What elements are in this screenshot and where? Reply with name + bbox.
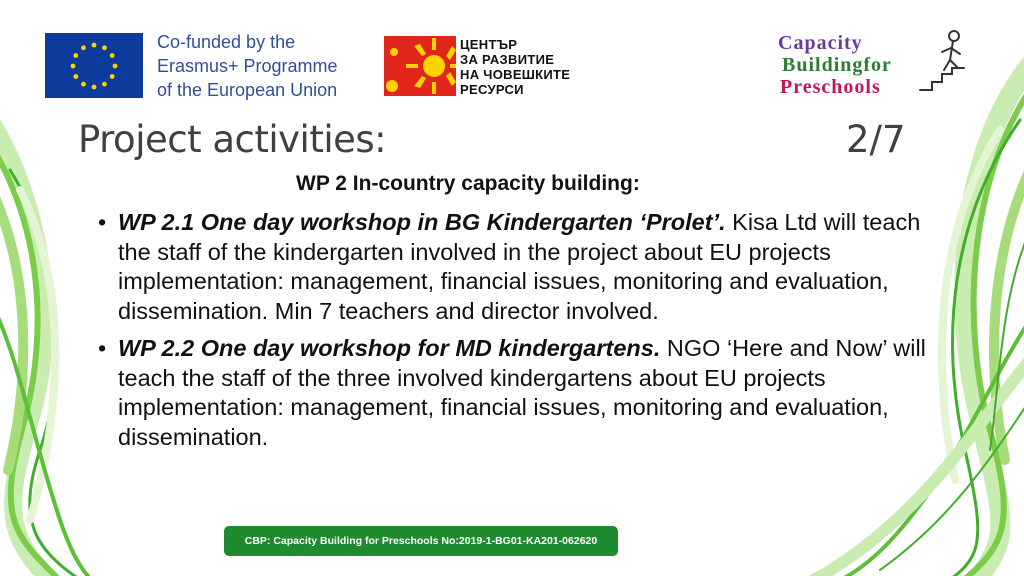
partner-logo-text [460,37,570,97]
page-title: Project activities: [78,118,387,161]
activity-title: WP 2.2 One day workshop for MD kindergartens. [118,335,661,361]
activity-description: NGO ‘Here and Now’ will teach the staff of the three involved kindergartens about EU projects implementation: management, financial issues, monitoring and evaluation, dissemination. [118,335,926,450]
project-logo [778,28,968,98]
partner-text-line: НА ЧОВЕШКИТЕ [460,67,571,82]
eu-cofunded-text [157,30,338,102]
partner-text-line: РЕСУРСИ [460,82,524,97]
list-item [96,334,926,452]
list-item [96,208,926,326]
sun-icon [384,36,456,96]
activity-description: Kisa Ltd will teach the staff of the kindergarten involved in the project about EU projects implementation: management, financial issues, monitoring and evaluation, dissemination. Min 7 teachers and director involved. [118,209,921,324]
project-logo-line: Buildingfor [782,54,892,76]
eu-text-line: Erasmus+ Programme [157,56,338,76]
bullet-icon: • [98,209,107,235]
project-logo-line: Capacity [778,32,863,54]
page-indicator: 2/7 [846,118,906,161]
bullet-icon: • [98,335,107,361]
project-logo-line: Preschools [780,76,881,98]
eu-text-line: of the European Union [157,80,338,100]
stick-figure-stairs-icon [918,28,968,94]
partner-text-line: ЗА РАЗВИТИЕ [460,52,555,67]
footer-project-number: CBP: Capacity Building for Preschools No:2019-1-BG01-KA201-062620 [224,526,618,556]
eu-flag-icon [45,33,143,98]
activity-list [96,208,926,460]
partner-text-line: ЦЕНТЪР [460,37,518,52]
eu-text-line: Co-funded by the [157,32,296,52]
section-subheading: WP 2 In-country capacity building: [296,172,640,195]
activity-title: WP 2.1 One day workshop in BG Kindergarten ‘Prolet’. [118,209,726,235]
